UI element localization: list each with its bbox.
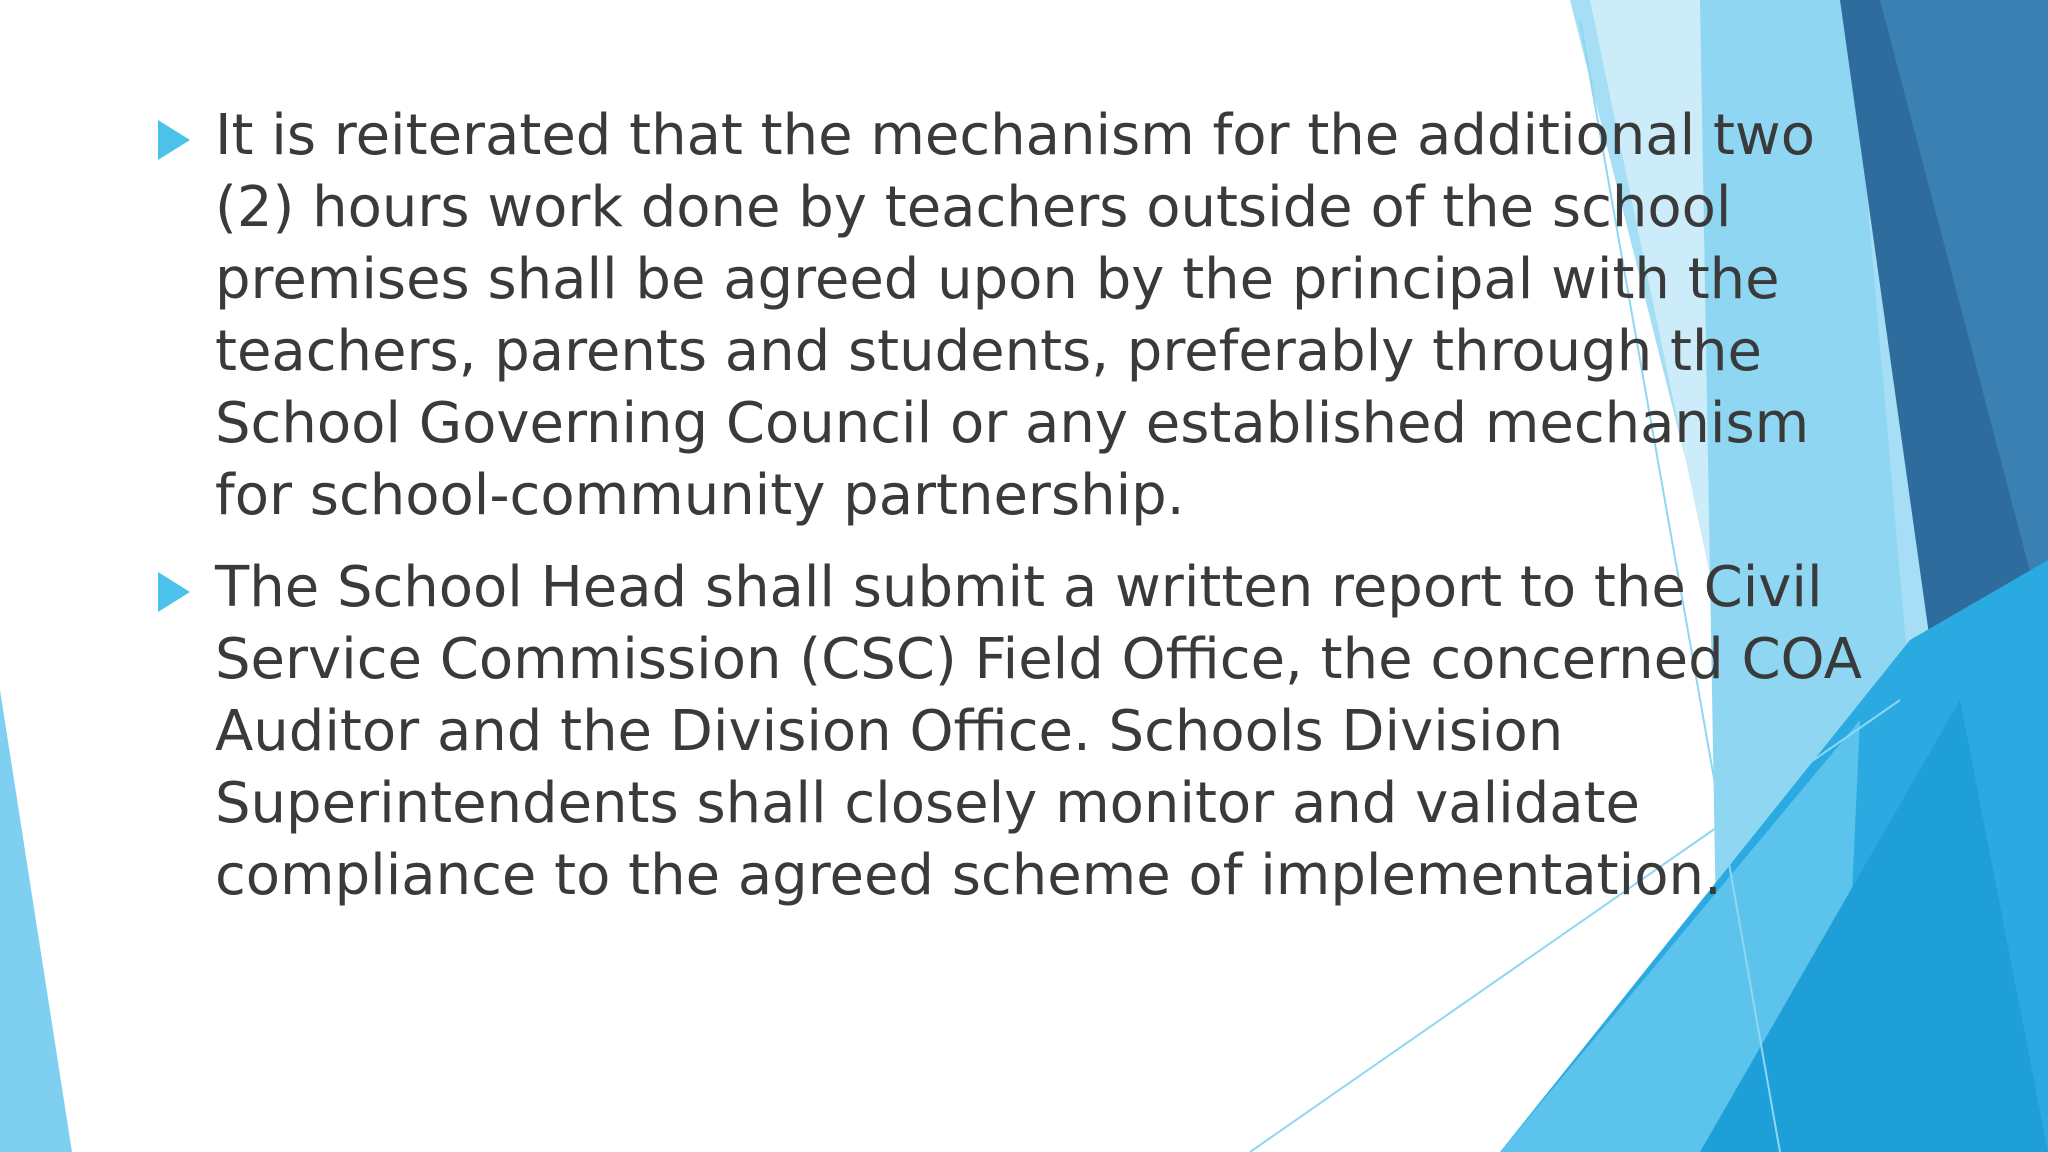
slide-content	[158, 100, 1878, 932]
bullet-item	[158, 552, 1878, 912]
bullet-item	[158, 100, 1878, 532]
bullet-text: It is reiterated that the mechanism for the additional two (2) hours work done by teachers outside of the school premises shall be agreed upon by the principal with the teachers, parents and students, preferably through the School Governing Council or any established mechanism for school-community partnership.	[215, 103, 1815, 528]
left-accent-shape	[0, 690, 72, 1152]
bullet-text: The School Head shall submit a written report to the Civil Service Commission (CSC) Field Office, the concerned COA Auditor and the Division Office. Schools Division Superintendents shall closely monitor and validate compliance to the agreed scheme of implementation.	[215, 555, 1862, 908]
triangle-right-icon	[158, 120, 190, 160]
triangle-right-icon	[158, 572, 190, 612]
